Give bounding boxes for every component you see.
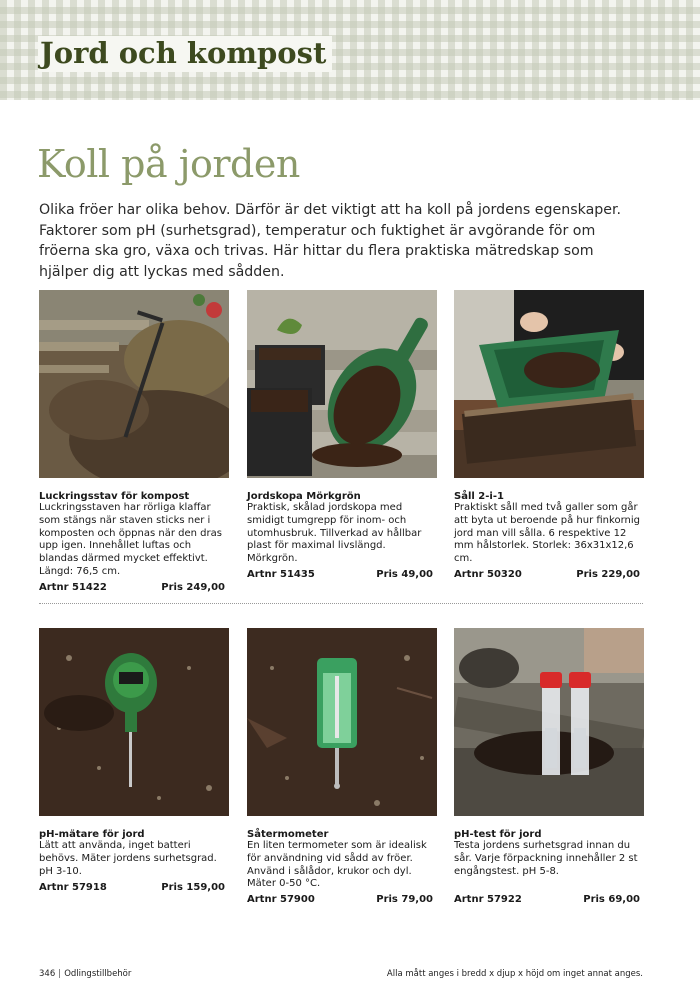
product-meta	[39, 582, 225, 593]
product-card	[247, 290, 437, 580]
product-name: pH-test för jord	[454, 829, 542, 840]
compost-aerator-photo	[39, 290, 229, 478]
ph-meter-photo	[39, 628, 229, 816]
product-description: Testa jordens surhetsgrad innan du sår. Varje förpackning innehåller 2 st engångstest. pH 5-8.	[454, 840, 638, 877]
product-name: Såtermometer	[247, 829, 329, 840]
page-number: 346	[39, 969, 56, 979]
product-artnr: Artnr 57918	[39, 882, 107, 893]
product-meta	[247, 894, 433, 905]
product-card	[454, 628, 644, 905]
footer-left	[39, 969, 131, 979]
product-meta	[454, 569, 640, 580]
footer-category: Odlingstillbehör	[64, 969, 132, 979]
product-name: Luckringsstav för kompost	[39, 491, 190, 502]
soil-scoop-photo	[247, 290, 437, 478]
product-price: Pris 79,00	[376, 894, 433, 905]
ph-test-kit-photo	[454, 628, 644, 816]
product-price: Pris 249,00	[161, 582, 225, 593]
product-price: Pris 159,00	[161, 882, 225, 893]
product-name: Såll 2-i-1	[454, 491, 504, 502]
footer-separator	[59, 969, 60, 978]
sieve-photo	[454, 290, 644, 478]
product-meta	[247, 569, 433, 580]
product-artnr: Artnr 50320	[454, 569, 522, 580]
seed-thermometer-photo	[247, 628, 437, 816]
product-artnr: Artnr 57922	[454, 894, 522, 905]
product-meta	[39, 882, 225, 893]
product-card	[39, 290, 229, 593]
footer-note: Alla mått anges i bredd x djup x höjd om inget annat anges.	[386, 969, 643, 979]
product-price: Pris 229,00	[576, 569, 640, 580]
row-divider	[39, 603, 643, 604]
product-price: Pris 69,00	[583, 894, 640, 905]
product-name: Jordskopa Mörkgrön	[247, 491, 361, 502]
product-description: Luckringsstaven har rörliga klaffar som stängs när staven sticks ner i komposten och öppnas när den dras upp igen. Innehållet luftas och blandas därmed mycket effektivt. Längd: 76,5 cm.	[39, 502, 222, 577]
product-artnr: Artnr 57900	[247, 894, 315, 905]
product-artnr: Artnr 51435	[247, 569, 315, 580]
product-price: Pris 49,00	[376, 569, 433, 580]
section-title: Jord och kompost	[38, 36, 332, 72]
product-artnr: Artnr 51422	[39, 582, 107, 593]
product-description: Praktisk, skålad jordskopa med smidigt tumgrepp för inom- och utomhusbruk. Tillverkad av hållbar plast för maximal livslängd. Mörkgrön.	[247, 502, 422, 565]
product-name: pH-mätare för jord	[39, 829, 145, 840]
product-card	[39, 628, 229, 893]
product-card	[454, 290, 644, 580]
product-description: Praktiskt såll med två galler som går att byta ut beroende på hur finkornig jord man vill sålla. 6 respektive 12 mm hålstorlek. Storlek: 36x31x12,6 cm.	[454, 502, 640, 565]
product-meta	[454, 894, 640, 905]
product-description: En liten termometer som är idealisk för användning vid sådd av fröer. Använd i sålådor, krukor och dyl. Mäter 0-50 °C.	[247, 840, 427, 890]
page-heading: Koll på jorden	[37, 142, 300, 186]
product-description: Lätt att använda, inget batteri behövs. Mäter jordens surhetsgrad. pH 3-10.	[39, 840, 217, 877]
intro-text: Olika fröer har olika behov. Därför är det viktigt att ha koll på jordens egenskaper. Faktorer som pH (surhetsgrad), temperatur och fuktighet är avgörande för om fröerna ska gro, växa och trivas. Här hittar du flera praktiska mätredskap som hjälper dig att lyckas med sådden.	[39, 202, 622, 280]
product-card	[247, 628, 437, 905]
